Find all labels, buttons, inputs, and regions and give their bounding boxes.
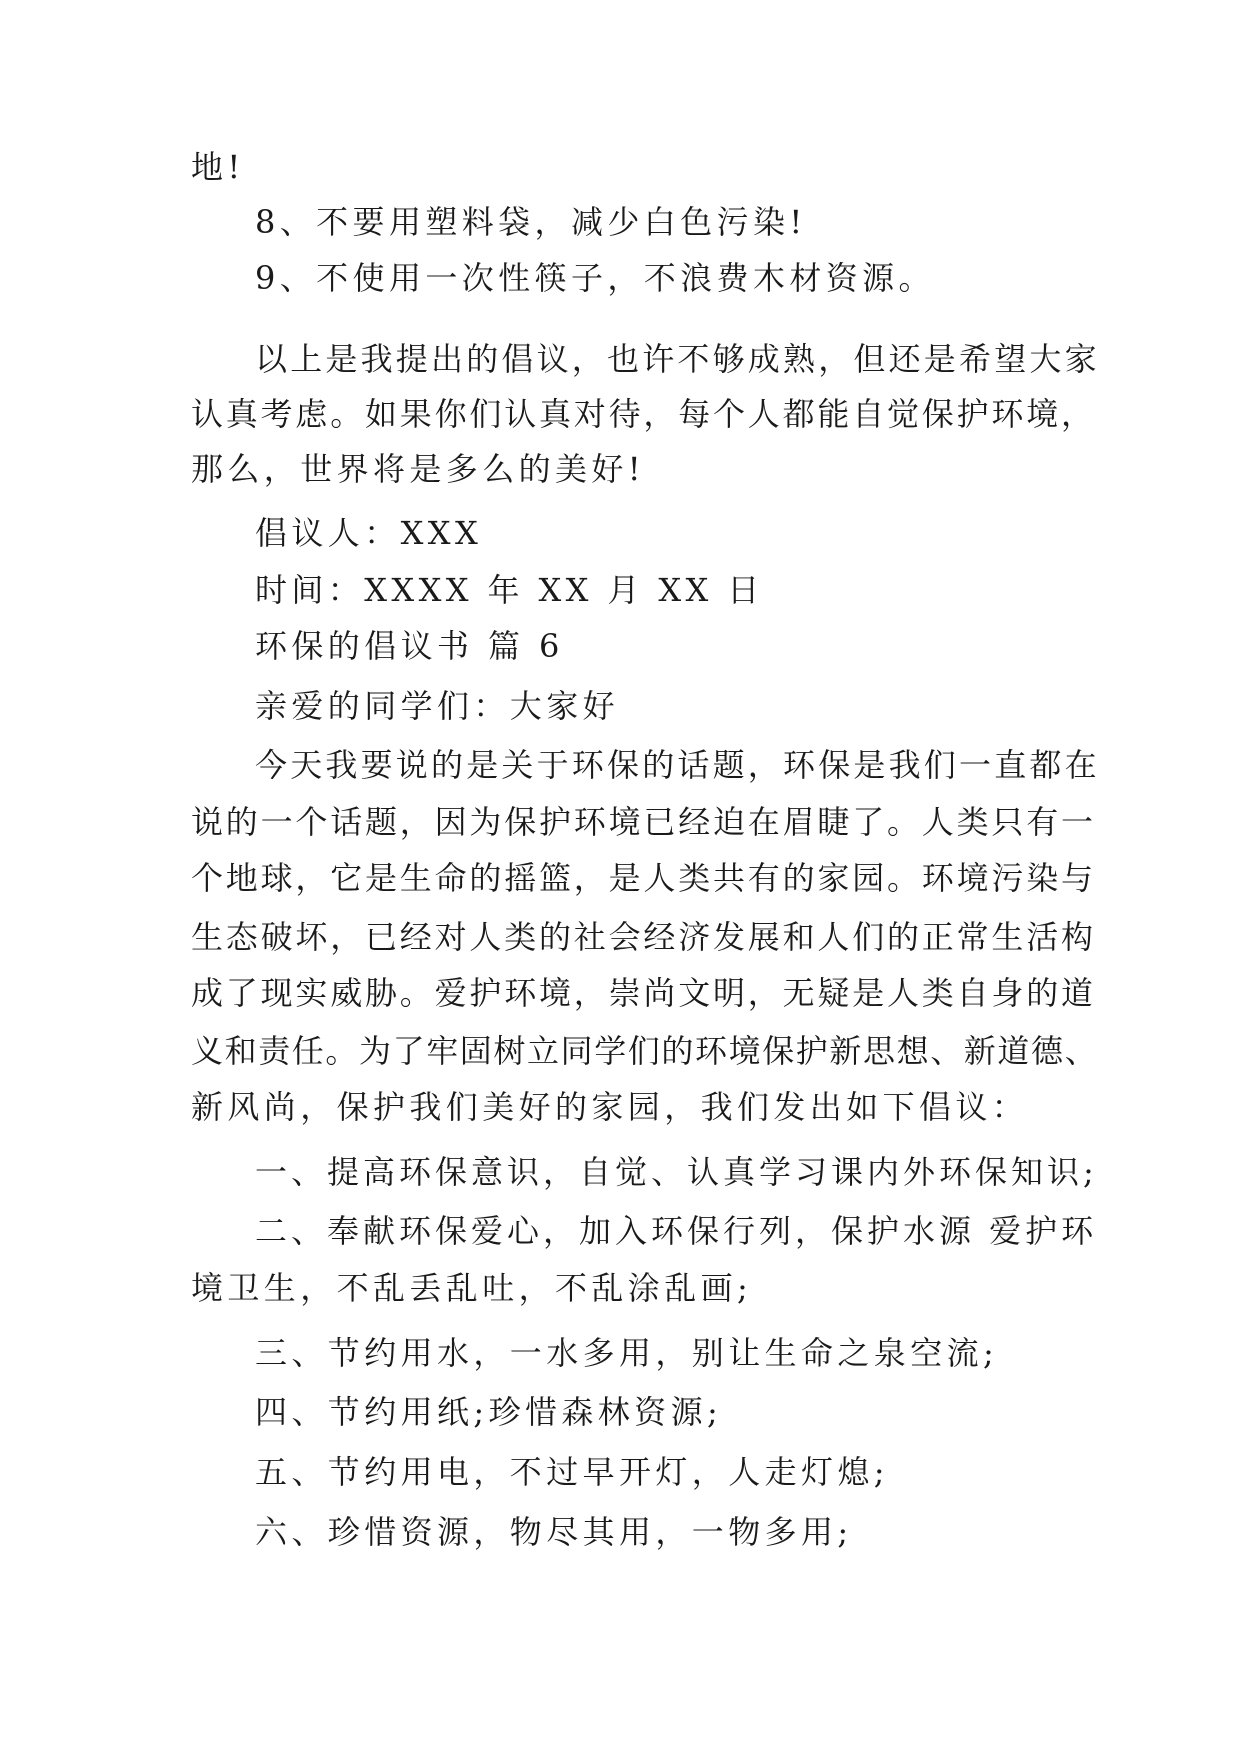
section-heading: 环保的倡议书 篇 6 <box>255 627 564 665</box>
text-line: 今天我要说的是关于环保的话题，环保是我们一直都在 <box>255 746 1100 784</box>
text-line: 那么，世界将是多么的美好! <box>191 450 646 488</box>
text-line: 成了现实威胁。爱护环境，崇尚文明，无疑是人类自身的道 <box>191 974 1096 1012</box>
text-line: 倡议人：XXX <box>255 514 483 552</box>
list-item-continued: 境卫生，不乱丢乱吐，不乱涂乱画; <box>191 1269 753 1307</box>
list-item: 二、奉献环保爱心，加入环保行列，保护水源 爱护环 <box>255 1212 1098 1250</box>
text-line: 以上是我提出的倡议，也许不够成熟，但还是希望大家 <box>255 340 1100 378</box>
list-item: 六、珍惜资源，物尽其用，一物多用; <box>255 1513 853 1551</box>
text-line: 9、不使用一次性筷子，不浪费木材资源。 <box>255 259 935 297</box>
text-line: 生态破坏，已经对人类的社会经济发展和人们的正常生活构 <box>191 918 1096 956</box>
text-line: 个地球，它是生命的摇篮，是人类共有的家园。环境污染与 <box>191 859 1096 897</box>
list-item: 三、节约用水，一水多用，别让生命之泉空流; <box>255 1334 999 1372</box>
text-line: 8、不要用塑料袋，减少白色污染! <box>255 203 807 241</box>
list-item: 五、节约用电，不过早开灯，人走灯熄; <box>255 1453 889 1491</box>
text-line: 地! <box>191 148 245 186</box>
list-item: 四、节约用纸;珍惜森林资源; <box>255 1393 723 1431</box>
text-line: 认真考虑。如果你们认真对待，每个人都能自觉保护环境， <box>191 395 1096 433</box>
text-line: 新风尚，保护我们美好的家园，我们发出如下倡议： <box>191 1088 1029 1126</box>
list-item: 一、提高环保意识，自觉、认真学习课内外环保知识; <box>255 1153 1098 1191</box>
text-line: 义和责任。为了牢固树立同学们的环境保护新思想、新道德、 <box>191 1032 1099 1070</box>
text-line: 时间：XXXX 年 XX 月 XX 日 <box>255 571 764 609</box>
text-line: 说的一个话题，因为保护环境已经迫在眉睫了。人类只有一 <box>191 803 1096 841</box>
salutation: 亲爱的同学们：大家好 <box>255 687 620 725</box>
